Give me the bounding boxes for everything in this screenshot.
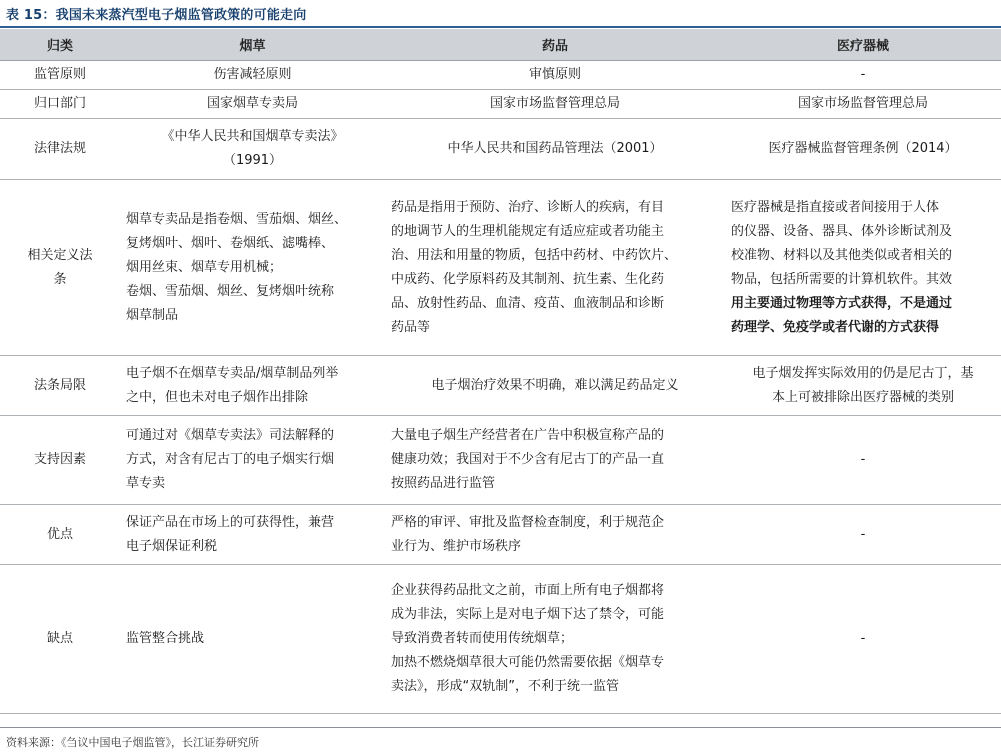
row-limitation	[0, 356, 1001, 416]
header-row	[0, 29, 1001, 61]
device-cell: -	[725, 565, 1001, 714]
drug-cell: 审慎原则	[385, 61, 725, 90]
drug-cell: 大量电子烟生产经营者在广告中积极宣称产品的 健康功效；我国对于不少含有尼古丁的产品一直 按照药品进行监管	[385, 416, 725, 505]
tobacco-cell: 伤害减轻原则	[120, 61, 385, 90]
row-definition	[0, 180, 1001, 356]
device-cell: -	[725, 416, 1001, 505]
category-cell: 缺点	[0, 565, 120, 714]
tobacco-cell: 《中华人民共和国烟草专卖法》 （1991）	[120, 119, 385, 180]
header-tobacco: 烟草	[120, 29, 385, 61]
category-cell: 相关定义法 条	[0, 180, 120, 356]
policy-table	[0, 29, 1001, 714]
tobacco-cell: 监管整合挑战	[120, 565, 385, 714]
row-support	[0, 416, 1001, 505]
tobacco-cell: 可通过对《烟草专卖法》司法解释的 方式，对含有尼古丁的电子烟实行烟 草专卖	[120, 416, 385, 505]
device-cell: 医疗器械是指直接或者间接用于人体 的仪器、设备、器具、体外诊断试剂及 校准物、材料以及其他类似或者相关的 物品，包括所需要的计算机软件。其效 用主要通过物理等方式获得，不是通过 药理学、免疫学或者代谢的方式获得	[725, 180, 1001, 356]
drug-cell: 中华人民共和国药品管理法（2001）	[385, 119, 725, 180]
category-cell: 归口部门	[0, 90, 120, 119]
drug-cell: 企业获得药品批文之前，市面上所有电子烟都将 成为非法，实际上是对电子烟下达了禁令，可能 导致消费者转而使用传统烟草； 加热不燃烧烟草很大可能仍然需要依据《烟草专 卖法》，形成“双轨制”，不利于统一监管	[385, 565, 725, 714]
table-title: 表 15：我国未来蒸汽型电子烟监管政策的可能走向	[6, 8, 307, 23]
bottom-divider	[0, 727, 1001, 728]
drug-cell: 药品是指用于预防、治疗、诊断人的疾病，有目 的地调节人的生理机能规定有适应症或者功能主 治、用法和用量的物质，包括中药材、中药饮片、 中成药、化学原料药及其制剂、抗生素、生化药 品、放射性药品、血清、疫苗、血液制品和诊断 药品等	[385, 180, 725, 356]
drug-cell: 国家市场监督管理总局	[385, 90, 725, 119]
header-device: 医疗器械	[725, 29, 1001, 61]
device-cell: 电子烟发挥实际效用的仍是尼古丁，基 本上可被排除出医疗器械的类别	[725, 356, 1001, 416]
row-department	[0, 90, 1001, 119]
device-cell: -	[725, 505, 1001, 565]
row-disadvantage	[0, 565, 1001, 714]
row-advantage	[0, 505, 1001, 565]
category-cell: 优点	[0, 505, 120, 565]
category-cell: 监管原则	[0, 61, 120, 90]
category-cell: 法条局限	[0, 356, 120, 416]
header-category: 归类	[0, 29, 120, 61]
source-note: 资料来源：《刍议中国电子烟监管》，长江证券研究所	[6, 736, 259, 749]
category-cell: 法律法规	[0, 119, 120, 180]
device-cell: 国家市场监督管理总局	[725, 90, 1001, 119]
tobacco-cell: 国家烟草专卖局	[120, 90, 385, 119]
row-law	[0, 119, 1001, 180]
row-principle	[0, 61, 1001, 90]
tobacco-cell: 保证产品在市场上的可获得性，兼营 电子烟保证利税	[120, 505, 385, 565]
category-cell: 支持因素	[0, 416, 120, 505]
header-drug: 药品	[385, 29, 725, 61]
device-cell: -	[725, 61, 1001, 90]
title-divider	[0, 26, 1001, 28]
tobacco-cell: 烟草专卖品是指卷烟、雪茄烟、烟丝、 复烤烟叶、烟叶、卷烟纸、滤嘴棒、 烟用丝束、烟草专用机械； 卷烟、雪茄烟、烟丝、复烤烟叶统称 烟草制品	[120, 180, 385, 356]
device-cell: 医疗器械监督管理条例（2014）	[725, 119, 1001, 180]
drug-cell: 严格的审评、审批及监督检查制度，利于规范企 业行为、维护市场秩序	[385, 505, 725, 565]
drug-cell: 电子烟治疗效果不明确，难以满足药品定义	[385, 356, 725, 416]
tobacco-cell: 电子烟不在烟草专卖品/烟草制品列举 之中，但也未对电子烟作出排除	[120, 356, 385, 416]
